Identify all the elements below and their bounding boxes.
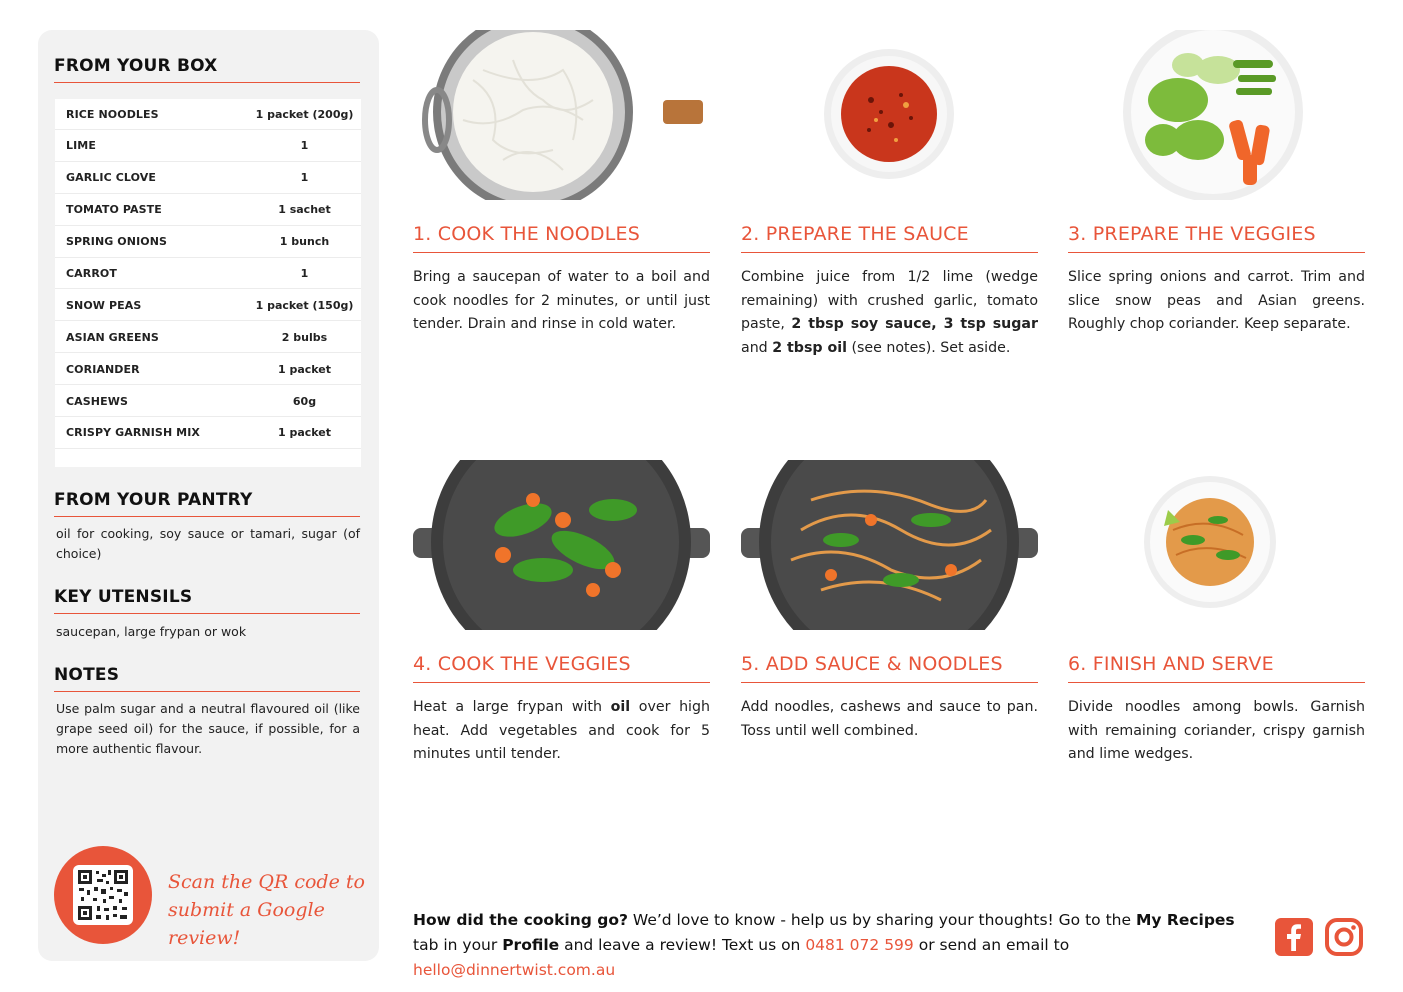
qr-code-icon[interactable] <box>73 865 133 925</box>
step-6-body: Divide noodles among bowls. Garnish with remaining coriander, crispy garnish and lime wedges. <box>1068 699 1365 762</box>
ingredient-row: ASIAN GREENS 2 bulbs <box>55 322 361 353</box>
ingredients-sidebar <box>38 30 379 961</box>
ingredient-row: GARLIC CLOVE 1 <box>55 163 361 194</box>
email-link[interactable]: hello@dinnertwist.com.au <box>413 961 616 979</box>
ingredient-row: RICE NOODLES 1 packet (200g) <box>55 99 361 130</box>
step-1-title: 1. COOK THE NOODLES <box>413 223 710 253</box>
from-your-box-title: FROM YOUR BOX <box>54 56 360 83</box>
notes-text: Use palm sugar and a neutral flavoured oil (like grape seed oil) for the sauce, if possible, for a more authentic flavour. <box>56 701 360 756</box>
sauce-bowl-image <box>741 30 1038 200</box>
step-3-title: 3. PREPARE THE VEGGIES <box>1068 223 1365 253</box>
ingredient-row: TOMATO PASTE 1 sachet <box>55 195 361 226</box>
from-your-pantry-title: FROM YOUR PANTRY <box>54 490 360 517</box>
chopped-veggies-image <box>1068 30 1365 200</box>
phone-link[interactable]: 0481 072 599 <box>805 936 914 954</box>
step-6-title: 6. FINISH AND SERVE <box>1068 653 1365 683</box>
step-1-body: Bring a saucepan of water to a boil and cook noodles for 2 minutes, or until just tender. Drain and rinse in cold water. <box>413 269 710 332</box>
step-2-title: 2. PREPARE THE SAUCE <box>741 223 1038 253</box>
ingredient-row: CRISPY GARNISH MIX 1 packet <box>55 418 361 449</box>
instagram-icon[interactable] <box>1325 918 1363 956</box>
step-5-body: Add noodles, cashews and sauce to pan. Toss until well combined. <box>741 699 1038 739</box>
step-5-title: 5. ADD SAUCE & NOODLES <box>741 653 1038 683</box>
step-3-body: Slice spring onions and carrot. Trim and slice snow peas and Asian greens. Roughly chop coriander. Keep separate. <box>1068 269 1365 332</box>
step-2-body: Combine juice from 1/2 lime (wedge remaining) with crushed garlic, tomato paste, 2 tbsp soy sauce, 3 tsp sugar and 2 tbsp oil (see notes). Set aside. <box>741 269 1038 356</box>
served-bowl-image <box>1068 460 1365 630</box>
step-4-body: Heat a large frypan with oil over high heat. Add vegetables and cook for 5 minutes until tender. <box>413 699 710 762</box>
review-footer: How did the cooking go? We’d love to know - help us by sharing your thoughts! Go to the My Recipes tab in your Profile and leave a review! Text us on 0481 072 599 or send an email to hello@dinnertwist.com.au <box>413 911 1235 979</box>
qr-code-badge[interactable] <box>54 846 152 944</box>
step-4-title: 4. COOK THE VEGGIES <box>413 653 710 683</box>
ingredient-row: CASHEWS 60g <box>55 386 361 417</box>
ingredient-row: CORIANDER 1 packet <box>55 354 361 385</box>
noodles-in-strainer-image <box>413 30 710 200</box>
ingredient-row: CARROT 1 <box>55 258 361 289</box>
qr-review-callout: Scan the QR code to submit a Google review! <box>168 871 365 949</box>
key-utensils-title: KEY UTENSILS <box>54 587 360 614</box>
ingredient-row: LIME 1 <box>55 131 361 162</box>
notes-title: NOTES <box>54 665 360 692</box>
ingredient-row: SNOW PEAS 1 packet (150g) <box>55 290 361 321</box>
box-ingredients-table <box>55 99 361 467</box>
ingredient-row: SPRING ONIONS 1 bunch <box>55 227 361 258</box>
utensils-text: saucepan, large frypan or wok <box>56 624 247 639</box>
veggies-in-pan-image <box>413 460 710 630</box>
pantry-text: oil for cooking, soy sauce or tamari, sugar (of choice) <box>56 526 360 561</box>
facebook-icon[interactable] <box>1275 918 1313 956</box>
noodles-in-pan-image <box>741 460 1038 630</box>
